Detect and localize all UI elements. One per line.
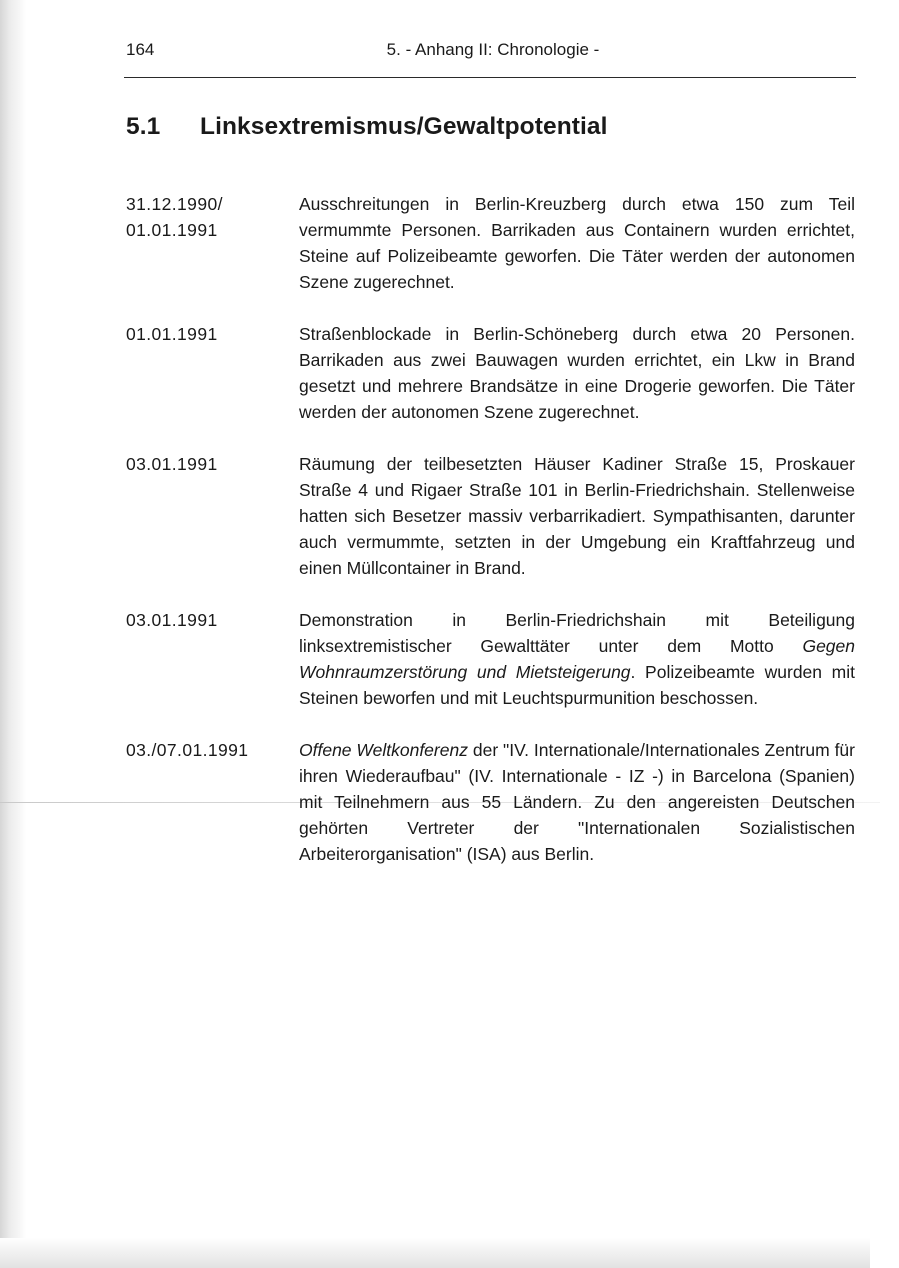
section-title (126, 113, 608, 141)
entry-date: 01.01.1991 (126, 324, 218, 344)
entry-text: Ausschreitungen in Berlin-Kreuzberg durch etwa 150 zum Teil vermummte Personen. Barrikaden aus Containern wurden errichtet, Steine auf Polizeibeamte geworfen. Die Täter werden der autonomen Szene zugerechnet. (299, 194, 855, 292)
entry-text: Straßenblockade in Berlin-Schöneberg durch etwa 20 Personen. Barrikaden aus zwei Bauwagen wurden errichtet, ein Lkw in Brand gesetzt und mehrere Brandsätze in eine Drogerie geworfen. Die Täter werden der autonomen Szene zugerechnet. (299, 324, 855, 422)
entry-date: 31.12.1990/ 01.01.1991 (126, 194, 223, 240)
conference-name-italic: Offene Weltkonferenz (299, 740, 468, 760)
entry-text: Räumung der teilbesetzten Häuser Kadiner Straße 15, Proskauer Straße 4 und Rigaer Straße 101 in Berlin-Friedrichshain. Stellenweise hatten sich Besetzer massiv verbarrikadiert. Sympathisanten, darunter auch vermummte, setzten in der Umgebung ein Kraftfahrzeug und einen Müllcontainer in Brand. (299, 454, 855, 578)
entry-text: Offene Weltkonferenz der "IV. Internationale/Internationales Zentrum für ihren Wiederaufbau" (IV. Internationale - IZ -) in Barcelona (Spanien) mit Teilnehmern aus 55 Ländern. Zu den angereisten Deutschen gehörten Vertreter der "Internationalen Sozialistischen Arbeiterorganisation" (ISA) aus Berlin. (299, 740, 855, 864)
chronology-entry (126, 191, 858, 295)
running-title: 5. - Anhang II: Chronologie - (386, 40, 600, 59)
section-number: 5.1 (126, 113, 161, 140)
entry-date: 03./07.01.1991 (126, 740, 249, 760)
entry-text: Demonstration in Berlin-Friedrichshain mit Beteiligung linksextremistischer Gewalttäter unter dem Motto Gegen Wohnraumzerstörung und Mietsteigerung. Polizeibeamte wurden mit Steinen beworfen und mit Leuchtspurmunition beschossen. (299, 610, 855, 708)
header-rule (124, 77, 856, 78)
chronology-entry (126, 737, 858, 867)
scan-edge-bottom (0, 1238, 870, 1268)
scan-edge-left (0, 0, 26, 1268)
chronology-entry (126, 321, 858, 425)
entry-date: 03.01.1991 (126, 454, 218, 474)
scan-edge-right (869, 0, 899, 1268)
entry-date: 03.01.1991 (126, 610, 218, 630)
page-number: 164 (126, 40, 155, 59)
chronology-list (126, 191, 858, 893)
motto-italic: Gegen Wohnraumzerstörung und Mietsteigerung (299, 636, 855, 682)
chronology-entry (126, 451, 858, 581)
chronology-entry (126, 607, 858, 711)
page-header (126, 40, 856, 66)
section-heading-text: Linksextremismus/Gewaltpotential (200, 113, 608, 140)
